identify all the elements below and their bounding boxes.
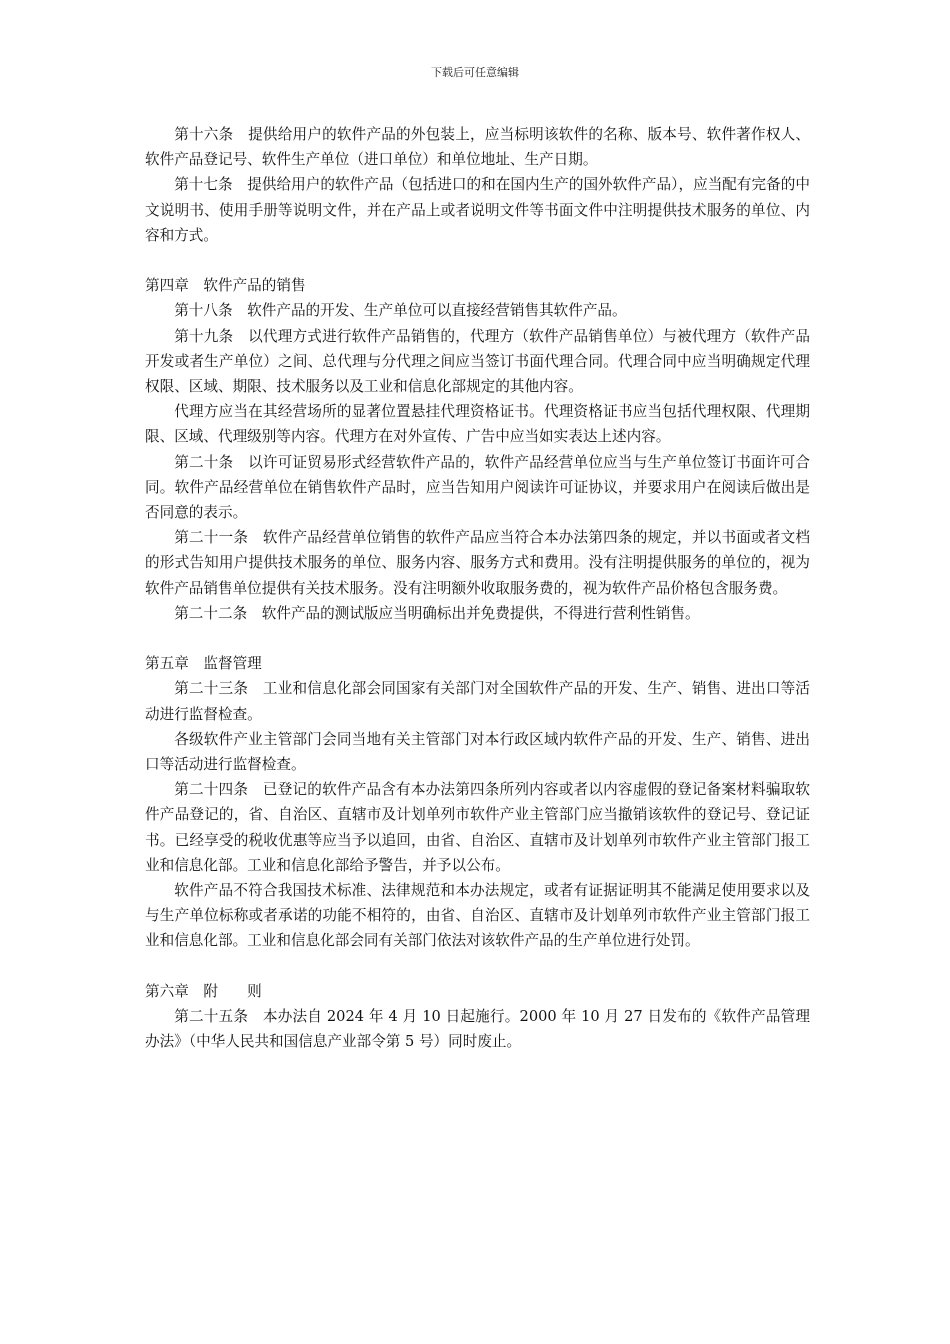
article-20: 第二十条 以许可证贸易形式经营软件产品的，软件产品经营单位应当与生产单位签订书面许可合同。软件产品经营单位在销售软件产品时，应当告知用户阅读许可证协议，并要求用户在阅读后做出是否同意的表示。 (145, 453, 810, 522)
article-25: 第二十五条 本办法自 2024 年 4 月 10 日起施行。2000 年 10 月 27 日发布的《软件产品管理办法》（中华人民共和国信息产业部令第 5 号）同时废止。 (145, 1008, 810, 1051)
article-17: 第十七条 提供给用户的软件产品（包括进口的和在国内生产的国外软件产品），应当配有完备的中文说明书、使用手册等说明文件，并在产品上或者说明文件等书面文件中注明提供技术服务的单位、内容和方式。 (145, 176, 810, 244)
section-gap (145, 248, 810, 273)
section-gap (145, 626, 810, 651)
article-24: 第二十四条 已登记的软件产品含有本办法第四条所列内容或者以内容虚假的登记备案材料骗取软件产品登记的，省、自治区、直辖市及计划单列市软件产业主管部门应当撤销该软件的登记号、登记证书。已经享受的税收优惠等应当予以追回，由省、自治区、直辖市及计划单列市软件产业主管部门报工业和信息化部。工业和信息化部给予警告，并予以公布。 (145, 781, 810, 874)
article-18: 第十八条 软件产品的开发、生产单位可以直接经营销售其软件产品。 (174, 302, 627, 320)
section-gap (145, 954, 810, 979)
chapter-6-heading: 第六章 附 则 (145, 982, 262, 1000)
article-19-paragraph-2: 代理方应当在其经营场所的显著位置悬挂代理资格证书。代理资格证书应当包括代理权限、代理期限、区域、代理级别等内容。代理方在对外宣传、广告中应当如实表达上述内容。 (145, 403, 810, 446)
article-22: 第二十二条 软件产品的测试版应当明确标出并免费提供，不得进行营利性销售。 (174, 604, 700, 622)
document-body (145, 122, 810, 1054)
page-header-note: 下载后可任意编辑 (431, 66, 519, 79)
article-21: 第二十一条 软件产品经营单位销售的软件产品应当符合本办法第四条的规定，并以书面或者文档的形式告知用户提供技术服务的单位、服务内容、服务方式和费用。没有注明提供服务的单位的，视为软件产品销售单位提供有关技术服务。没有注明额外收取服务费的，视为软件产品价格包含服务费。 (145, 529, 810, 597)
article-16: 第十六条 提供给用户的软件产品的外包装上，应当标明该软件的名称、版本号、软件著作权人、软件产品登记号、软件生产单位（进口单位）和单位地址、生产日期。 (145, 126, 810, 169)
chapter-5-heading: 第五章 监督管理 (145, 655, 262, 673)
article-19: 第十九条 以代理方式进行软件产品销售的，代理方（软件产品销售单位）与被代理方（软件产品开发或者生产单位）之间、总代理与分代理之间应当签订书面代理合同。代理合同中应当明确规定代理权限、区域、期限、技术服务以及工业和信息化部规定的其他内容。 (145, 327, 810, 396)
chapter-4-heading: 第四章 软件产品的销售 (145, 277, 306, 295)
article-23: 第二十三条 工业和信息化部会同国家有关部门对全国软件产品的开发、生产、销售、进出口等活动进行监督检查。 (145, 680, 810, 723)
article-23-paragraph-2: 各级软件产业主管部门会同当地有关主管部门对本行政区域内软件产品的开发、生产、销售、进出口等活动进行监督检查。 (145, 730, 810, 774)
article-24-paragraph-2: 软件产品不符合我国技术标准、法律规范和本办法规定，或者有证据证明其不能满足使用要求以及与生产单位标称或者承诺的功能不相符的，由省、自治区、直辖市及计划单列市软件产业主管部门报工业和信息化部。工业和信息化部会同有关部门依法对该软件产品的生产单位进行处罚。 (145, 882, 810, 950)
